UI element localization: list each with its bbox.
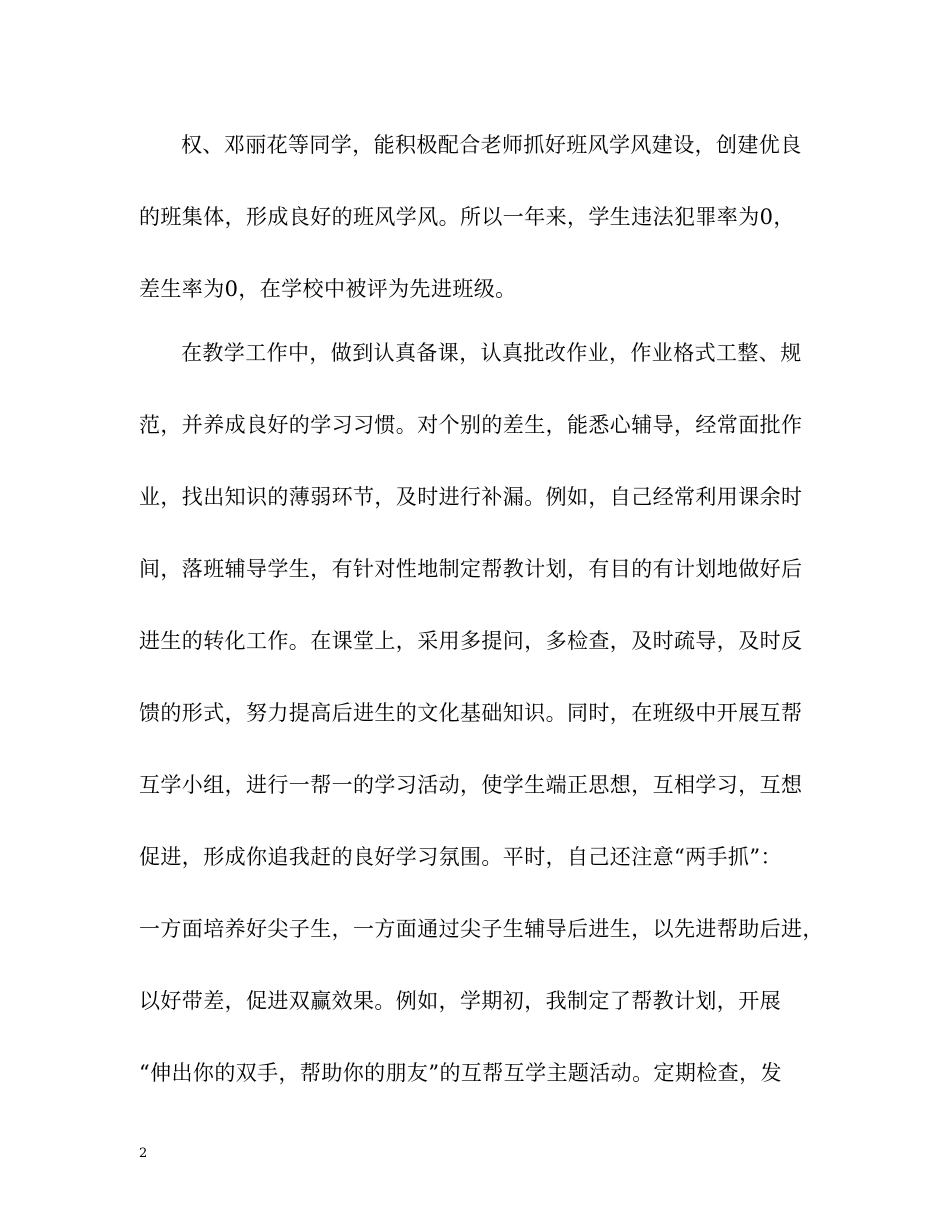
paragraph-line: 馈的形式，努力提高后进生的文化基础知识。同时，在班级中开展互帮 [139, 701, 803, 725]
paragraph-line: 范，并养成良好的学习习惯。对个别的差生，能悉心辅导，经常面批作 [139, 413, 803, 437]
page-number: 2 [139, 1146, 148, 1161]
paragraph-line: 业，找出知识的薄弱环节，及时进行补漏。例如，自己经常利用课余时 [139, 485, 803, 509]
paragraph-line: 进生的转化工作。在课堂上，采用多提问，多检查，及时疏导，及时反 [139, 629, 803, 653]
paragraph-line: 差生率为0，在学校中被评为先进班级。 [139, 277, 517, 301]
paragraph-line: 促进，形成你追我赶的良好学习氛围。平时，自己还注意“两手抓”： [139, 845, 782, 869]
paragraph-line: 在教学工作中，做到认真备课，认真批改作业，作业格式工整、规 [181, 341, 802, 365]
paragraph-line: 以好带差，促进双赢效果。例如，学期初，我制定了帮教计划，开展 [139, 989, 781, 1013]
paragraph-line: 间，落班辅导学生，有针对性地制定帮教计划，有目的有计划地做好后 [139, 557, 803, 581]
paragraph-line: “伸出你的双手，帮助你的朋友”的互帮互学主题活动。定期检查，发 [139, 1061, 782, 1085]
paragraph-line: 的班集体，形成良好的班风学风。所以一年来，学生违法犯罪率为0， [139, 205, 795, 229]
paragraph-line: 一方面培养好尖子生，一方面通过尖子生辅导后进生，以先进帮助后进， [139, 917, 824, 941]
paragraph-line: 互学小组，进行一帮一的学习活动，使学生端正思想，互相学习，互想 [139, 773, 803, 797]
paragraph-line: 权、邓丽花等同学，能积极配合老师抓好班风学风建设，创建优良 [181, 133, 802, 157]
